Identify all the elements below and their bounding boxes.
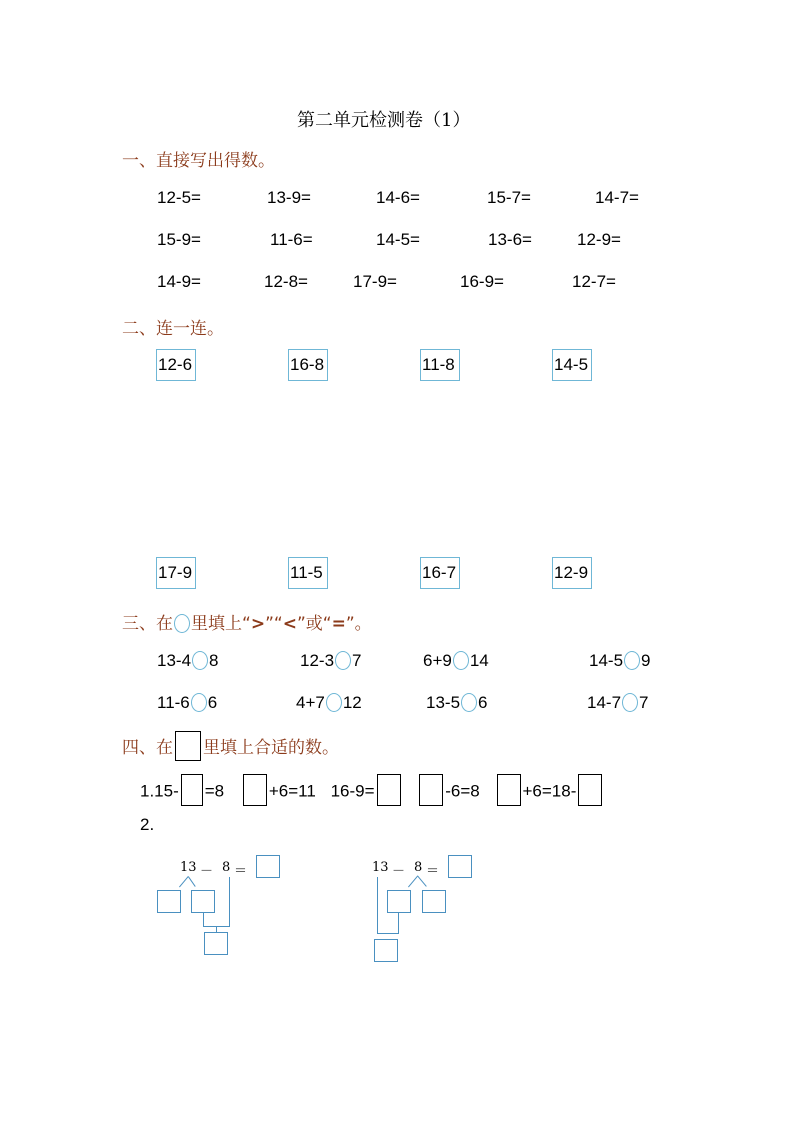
answer-box[interactable] [181, 774, 203, 806]
left-expr: 14-7 [587, 693, 622, 712]
problem: 14-6= [376, 188, 420, 207]
answer-box[interactable] [377, 774, 401, 806]
compare-item [157, 651, 219, 671]
right-expr: 7 [639, 693, 649, 712]
expr-text: =8 [204, 781, 225, 801]
compare-item [300, 651, 362, 671]
equals-sign: ＝ [234, 864, 248, 879]
answer-box[interactable] [497, 774, 521, 806]
right-expr: 14 [469, 651, 489, 670]
minus-sign: － [392, 864, 406, 879]
answer-circle[interactable] [624, 651, 640, 670]
right-expr: 6 [207, 693, 218, 712]
result-box[interactable] [256, 855, 280, 878]
result-box[interactable] [448, 855, 472, 878]
answer-circle[interactable] [192, 651, 208, 670]
problem: 17-9= [353, 272, 397, 291]
problem: 12-7= [572, 272, 616, 291]
heading-part: 三、在 [122, 614, 173, 634]
answer-circle[interactable] [335, 651, 351, 670]
eq-symbol: = [331, 614, 346, 634]
answer-circle[interactable] [622, 693, 638, 712]
problem: 12-5= [157, 188, 201, 207]
answer-box[interactable] [243, 774, 267, 806]
left-expr: 6+9 [423, 651, 452, 670]
right-expr: 8 [209, 651, 219, 670]
left-expr: 12-3 [300, 651, 335, 670]
answer-circle[interactable] [326, 693, 342, 712]
compare-item [589, 651, 651, 671]
heading-part: ”。 [345, 614, 372, 634]
compare-item [423, 651, 489, 671]
problem-2-label: 2. [140, 815, 155, 834]
match-card-top[interactable]: 12-6 [156, 349, 196, 381]
compare-item [426, 693, 488, 713]
page-title: 第二单元检测卷（1） [297, 110, 471, 131]
problem: 14-9= [157, 272, 201, 291]
heading-part: ”或“ [296, 614, 332, 634]
subtrahend: 8 [414, 860, 423, 875]
minuend: 13 [372, 860, 389, 875]
step-box[interactable] [204, 932, 228, 955]
section-3-heading [122, 609, 372, 634]
left-expr: 11-6 [157, 693, 190, 712]
right-expr: 7 [352, 651, 362, 670]
answer-box[interactable] [578, 774, 602, 806]
problem: 12-8= [264, 272, 308, 291]
problem: 14-7= [595, 188, 639, 207]
subtrahend: 8 [222, 860, 231, 875]
minuend: 13 [180, 860, 197, 875]
problem: 13-9= [267, 188, 311, 207]
match-card-top[interactable]: 14-5 [552, 349, 592, 381]
section-1-heading: 一、直接写出得数。 [122, 151, 275, 171]
problem: 14-5= [376, 230, 420, 249]
problem: 12-9= [577, 230, 621, 249]
match-card-top[interactable]: 16-8 [288, 349, 328, 381]
gt-symbol: > [250, 614, 266, 634]
left-expr: 14-5 [589, 651, 624, 670]
left-expr: 4+7 [296, 693, 325, 712]
problem: 11-6= [270, 230, 313, 249]
equals-sign: ＝ [426, 864, 440, 879]
section-2-heading: 二、连一连。 [122, 319, 224, 339]
split-box[interactable] [387, 890, 411, 913]
step-box[interactable] [374, 939, 398, 962]
problem: 16-9= [460, 272, 504, 291]
match-card-bottom[interactable]: 12-9 [552, 557, 592, 589]
expr-text: -6=8 [445, 781, 480, 801]
problem: 13-6= [488, 230, 532, 249]
expr-text: +6=18- [522, 781, 577, 801]
expr-text: 1.15- [140, 781, 179, 801]
compare-item [587, 693, 649, 713]
compare-item [296, 693, 362, 713]
lt-symbol: < [282, 614, 297, 634]
circle-icon [174, 614, 190, 633]
left-expr: 13-5 [426, 693, 461, 712]
problem: 15-9= [157, 230, 201, 249]
match-card-bottom[interactable]: 11-5 [288, 557, 328, 589]
minus-sign: － [200, 864, 214, 879]
split-box[interactable] [191, 890, 215, 913]
expr-text: 16-9= [330, 781, 375, 801]
fill-line-1 [140, 776, 604, 808]
heading-part: 里填上合适的数。 [203, 738, 339, 758]
answer-circle[interactable] [191, 693, 207, 712]
section-4-heading [122, 733, 339, 763]
answer-circle[interactable] [453, 651, 469, 670]
compare-item [157, 693, 217, 713]
split-box[interactable] [157, 890, 181, 913]
answer-box[interactable] [419, 774, 443, 806]
answer-circle[interactable] [461, 693, 477, 712]
heading-part: 里填上“ [191, 614, 251, 634]
match-card-top[interactable]: 11-8 [420, 349, 460, 381]
right-expr: 12 [342, 693, 362, 712]
expr-text: +6=11 [268, 781, 316, 801]
right-expr: 9 [641, 651, 651, 670]
heading-part: ”“ [265, 614, 283, 634]
match-card-bottom[interactable]: 16-7 [420, 557, 460, 589]
right-expr: 6 [478, 693, 488, 712]
problem: 15-7= [487, 188, 531, 207]
match-card-bottom[interactable]: 17-9 [156, 557, 196, 589]
split-box[interactable] [422, 890, 446, 913]
heading-part: 四、在 [122, 738, 173, 758]
left-expr: 13-4 [157, 651, 192, 670]
square-icon [175, 731, 201, 761]
